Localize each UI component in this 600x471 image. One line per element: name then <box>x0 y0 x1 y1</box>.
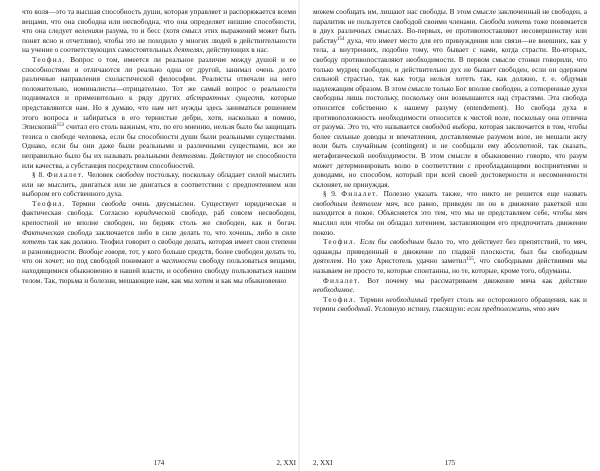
paragraph <box>313 295 587 314</box>
emphasis-text: необходимый <box>385 294 428 304</box>
emphasis-text: деятелями <box>171 150 206 160</box>
emphasis-text: абстрактных сущест <box>186 93 260 103</box>
text-run: Вот почему мы рассматриваем движение мяча как действие <box>360 275 587 285</box>
speaker-name: Филалет. <box>46 170 85 180</box>
emphasis-text: в частности <box>155 256 197 266</box>
text-run: требует столь же осторожного обращения, как и термин <box>313 294 587 314</box>
text-run: . Действуют не способности или качества, а субстанция посредством способностей. <box>22 150 296 170</box>
running-reference: 2, XXI <box>313 459 333 467</box>
text-run: Вопрос о том, имеется ли реальное различие между душой и ее способностями и отличаются ли реально одна от другой, занимал очень долго различные направления схоластической философии. Реалисты отвечали на него положительно, номиналисты—отрицательно. Тот же самый вопрос о реальности поднимался и применительно к ряду других <box>22 54 296 103</box>
speaker-name: Теофил. <box>323 237 357 247</box>
text-run: постольку, поскольку обладает силой мыслить или не мыслить, двигаться или не двигаться в соответствии с предпочтением или выбором его собственного духа. <box>22 170 296 199</box>
text-run: . Условную истину, гласящую: <box>370 304 468 314</box>
right-page-text <box>313 7 587 314</box>
paragraph <box>313 7 587 189</box>
emphasis-text: необходимое <box>313 285 353 295</box>
text-run: мяч, все равно, приведен ли он в движение ракеткой или находится в покое. Объясняется это тем, что мы не представляем себе, чтобы мяч мыслил или чтобы он обладал хотением, заставляющим его предпочитать движение покою. <box>313 198 587 237</box>
footnote-ref: 154 <box>337 36 345 42</box>
text-run: § 8. <box>32 170 47 180</box>
emphasis-text: юридической <box>134 208 176 218</box>
text-run: , тот, у кого больше средств, более свободен делать то, что он хочет; но под свободой понимают <box>22 246 296 266</box>
text-run: § 9. <box>323 189 342 199</box>
speaker-name: Теофил. <box>323 294 357 304</box>
text-run: духа, что имеет место для его принуждения или связи—не внешних, как у тела, а внутренних, подобно тому, что бывает с нами, когда страсти. Во-вторых, свободу противопоставляют необходимости. В первом смысле стоики говорили, что только мудрец свободен, и действительно дух не бывает свободен, если он одержим сильной страстью, так как тогда нельзя хотеть так, как должно, т. е. обдумав надлежащим образом. В этом смысле только Бог вполне свободен, а сотворенные духи свободны лишь постольку, поскольку они возвышаются над страстями. Эта свобода относится собственно к нашему разуму (entendement). Но свобода духа в противоположность необходимости относится к чистой воле, поскольку она отлична от разума. Это то, что называется <box>313 35 587 132</box>
running-reference: 2, XXI <box>276 459 296 467</box>
text-run: Человек <box>84 170 116 180</box>
text-run: так как должно. Теофил говорит о свободе делать, которая имеет свои степени и разновидности. <box>22 237 296 256</box>
emphasis-text: свободным деятелем <box>313 198 382 208</box>
emphasis-text: велениям <box>74 26 104 36</box>
text-run: Полезно указать также, что никто не решится еще назвать <box>379 189 587 199</box>
emphasis-text: деятелях <box>174 45 203 55</box>
paragraph <box>313 276 587 295</box>
emphasis-text: свободный <box>337 304 371 314</box>
left-page <box>22 7 296 467</box>
text-run: можем сообщать им, лишают нас свободы. В этом смысле заключенный не свободен, а паралитик не пользуется свободой своими членами. <box>313 7 587 26</box>
text-run: было то, что действует без препятствий, то мяч, однажды приведенный в движение по гладкой плоскости, был бы свободным деятелем. Но уже Аристотель удачно заметил <box>313 237 588 266</box>
paragraph <box>313 189 587 237</box>
speaker-name: Теофил. <box>32 54 66 64</box>
text-run: что воля—это та высшая способность души, которая управляет и распоряжается всеми вещами, что она свободна или несвободна, что она определяет низшие способности, что она следует <box>22 7 296 36</box>
text-run: свободу пользоваться вещами, находящимися обыкновенно в нашей власти, и особенно свободу пользоваться нашим телом. Так, тюрьма и болезни, мешающие нам, как мы хотим и как мы обыкновенно <box>22 256 296 285</box>
emphasis-text: Фактическая <box>22 227 65 237</box>
speaker-name: Теофил. <box>32 198 66 208</box>
right-page-footer <box>313 459 587 469</box>
emphasis-text: хотеть <box>22 237 46 247</box>
emphasis-text: Вообще говоря <box>78 246 125 256</box>
footnote-ref: 155 <box>466 257 474 263</box>
speaker-name: Филалет. <box>323 275 361 285</box>
text-run: разума, то и бесс (хотя смысл этих выражений может быть понят ясно и отчетливо), чтобы это не походило у многих людей в действительности на учение о соответствующих самостоятельных <box>22 26 297 55</box>
paragraph <box>22 170 296 199</box>
paragraph <box>22 55 296 170</box>
text-run: , действующих в нас. <box>202 45 269 55</box>
paragraph <box>22 199 296 285</box>
text-run: Термин <box>356 294 386 304</box>
emphasis-text: свободой выбора <box>422 122 476 132</box>
text-run: в, которые представляются нам. Но я думаю, что нам нет нужды здесь заниматься решением этого вопроса и забираться в его тернистые дебри, хотя, насколько я помню, Эпископий <box>22 93 297 132</box>
left-page-text <box>22 7 296 285</box>
emphasis-text: свобода <box>101 198 126 208</box>
right-page <box>313 7 587 467</box>
page-number: 175 <box>444 459 456 467</box>
text-run: считал его столь важным, что, по его мнению, нельзя было бы защищать тезиса о свободе человека, если бы способности души были реальными существами. Однако, если бы они даже были реальными и различными существами, все же неправильно было бы их называть реальными <box>22 122 296 160</box>
text-run: свобода заключается либо в силе делать то, что хочешь, либо в силе <box>64 227 296 237</box>
text-run: , что свободными действиями мы называем не просто те, которые спонтанны, но те, которые, кроме того, обдуманы. <box>313 256 587 276</box>
text-run: свободе, раб совсем несвободен, крепостной не вполне свободен, но бедняк столь же свободен, как и богач. <box>22 208 296 228</box>
emphasis-text: если предположить, что мяч <box>467 304 560 314</box>
text-run: , которая заключается в том, чтобы более сильные доводы и впечатления, доставляемые разумом воле, не мешали акту воли быть случайным (contingent) и не сообщали ему абсолютной, так сказать, метафизической необходимости. В этом смысле я обыкновенно говорю, что разум может детерминировать волю в соответствии с преобладающими восприятиями и доводами, но способом, который при всей своей достоверности и несомненности склоняет, не принуждая. <box>313 122 588 189</box>
text-run: очень двусмыслен. Существует юридическая и фактическая свобода. Согласно <box>22 198 296 218</box>
emphasis-text: Свобода хотеть <box>479 16 532 26</box>
text-run: Термин <box>65 198 102 208</box>
paragraph <box>313 237 587 275</box>
page-number: 174 <box>153 459 165 467</box>
emphasis-text: Если бы свободным <box>360 237 424 247</box>
speaker-name: Филалет. <box>341 189 380 199</box>
left-page-footer <box>22 459 296 469</box>
text-run: тоже понимается в двух различных смыслах. Во-первых, ее противопоставляют несовершенству или рабству <box>313 16 587 45</box>
footnote-ref: 153 <box>56 123 65 129</box>
emphasis-text: свободен <box>115 170 144 180</box>
book-gutter <box>298 0 300 471</box>
text-run: . <box>352 285 355 295</box>
paragraph <box>22 7 296 55</box>
